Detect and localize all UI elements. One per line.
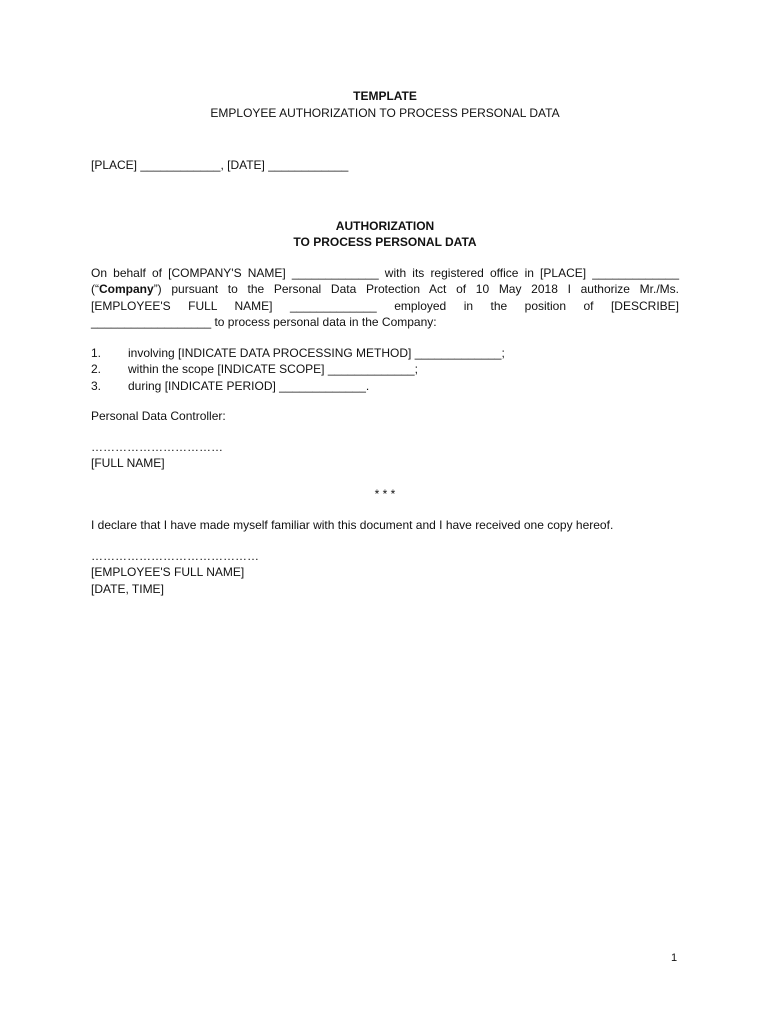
list-item-number: 3.: [91, 378, 102, 393]
body-line-2: [91, 281, 679, 298]
employee-date-time: [DATE, TIME]: [91, 581, 164, 596]
list-item-number: 2.: [91, 362, 102, 376]
list-item-text: involving [INDICATE DATA PROCESSING METHOD] _____________;: [128, 345, 505, 360]
body-line-3: [EMPLOYEE'S FULL NAME] _____________ employed in the position of [DESCRIBE]: [91, 298, 679, 313]
authorization-items: [91, 345, 679, 395]
place-date-line: [PLACE] ____________, [DATE] ____________: [91, 158, 349, 172]
controller-label: Personal Data Controller:: [91, 409, 226, 423]
controller-signature-dots: ……………………………: [91, 439, 223, 454]
section-separator: * * *: [374, 486, 396, 501]
employee-signature: [91, 548, 679, 598]
controller-signature: [91, 439, 679, 472]
authorization-title-line2: TO PROCESS PERSONAL DATA: [293, 235, 477, 249]
list-item-number: 1.: [91, 345, 102, 360]
body-line-2-prefix: (“: [91, 282, 99, 296]
employee-full-name: [EMPLOYEE'S FULL NAME]: [91, 565, 245, 579]
list-item-text: within the scope [INDICATE SCOPE] _____________;: [128, 362, 418, 376]
company-term: Company: [99, 282, 154, 296]
document-subtitle: EMPLOYEE AUTHORIZATION TO PROCESS PERSONAL DATA: [210, 105, 560, 120]
page-number: 1: [671, 952, 678, 964]
list-item: [91, 361, 679, 378]
body-line-1: On behalf of [COMPANY'S NAME] _____________ with its registered office in [PLACE] _____________: [91, 265, 679, 280]
list-item-text: during [INDICATE PERIOD] _____________.: [128, 378, 370, 393]
template-label: TEMPLATE: [353, 89, 417, 103]
list-item: [91, 345, 679, 362]
list-item: [91, 378, 679, 395]
controller-full-name: [FULL NAME]: [91, 456, 165, 470]
authorization-title: [91, 218, 679, 251]
declaration-text: I declare that I have made myself familiar with this document and I have received one copy hereof.: [91, 518, 614, 532]
body-line-4: __________________ to process personal data in the Company:: [91, 315, 437, 329]
document-content: [91, 88, 679, 597]
employee-signature-dots: ……………………………………: [91, 548, 259, 563]
authorization-title-line1: AUTHORIZATION: [335, 218, 435, 233]
body-line-2-suffix: ”) pursuant to the Personal Data Protection Act of 10 May 2018 I authorize Mr./Ms.: [153, 282, 679, 296]
authorization-body: [91, 265, 679, 331]
